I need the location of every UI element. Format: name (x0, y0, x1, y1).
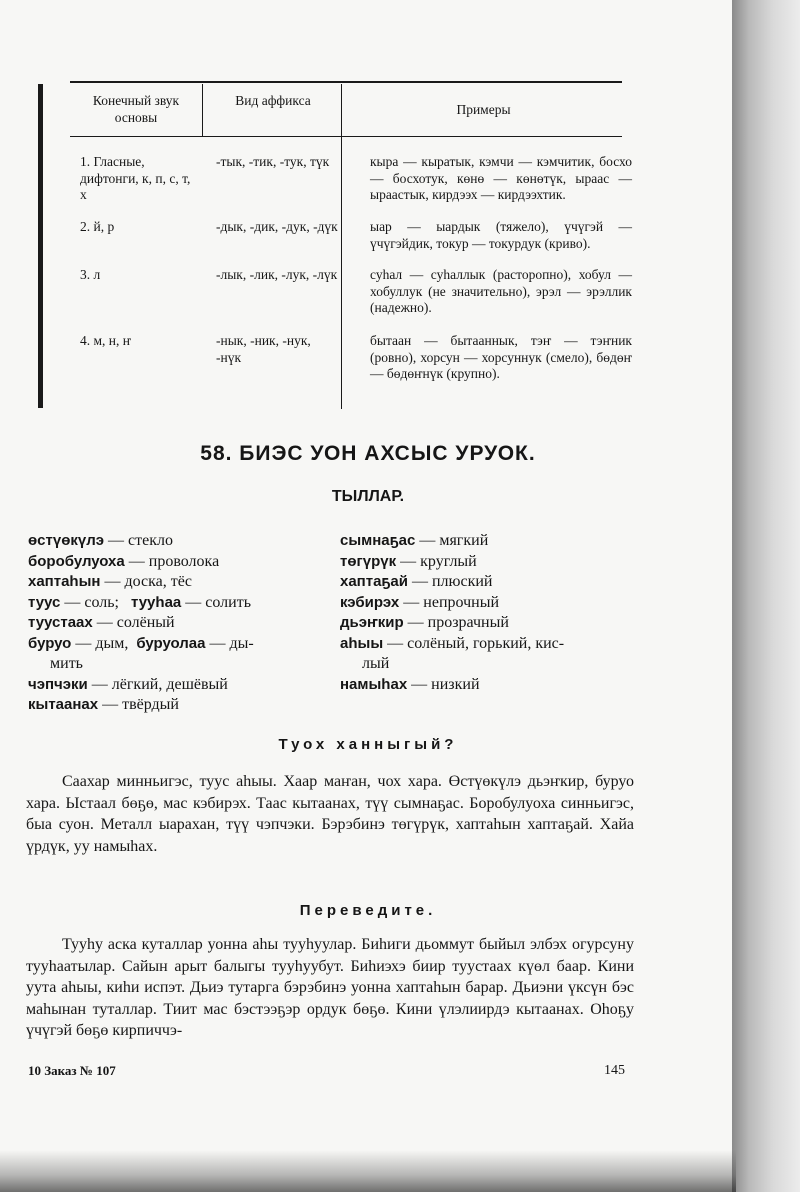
table-cell-affix: -тык, -тик, -тук, түк (216, 154, 330, 169)
table-divider (341, 84, 342, 136)
table-top-rule (70, 81, 622, 83)
vocab-entry: чэпчэки — лёгкий, дешёвый (28, 675, 228, 693)
table-cell-affix: -нык, -ник, -нук, -нүк (216, 333, 311, 365)
table-cell-sound: 2. й, р (80, 219, 115, 234)
table-left-bar (38, 84, 43, 408)
vocab-entry: хаптаҕай — плюский (340, 573, 493, 590)
lesson-title: 58. БИЭС УОН АХСЫС УРУОК. (200, 442, 536, 465)
vocab-entry: туустаах — солёный (28, 614, 175, 631)
vocab-entry: дьэҥкир — прозрачный (340, 614, 509, 631)
table-cell-examples: суһал — суһаллык (расторопно), хобул — хобуллук (не значительно), эрэл — эрэллик (надежно). (370, 267, 632, 315)
vocab-entry-continuation: лый (362, 655, 390, 672)
vocab-entry: кэбирэх — непрочный (340, 593, 500, 611)
table-cell-sound: 1. Гласные, дифтонги, к, п, с, т, х (80, 154, 191, 202)
table-cell-examples: бытаан — бытааннык, тэҥ — тэҥник (ровно), хорсун — хорсуннук (смело), бөдөҥ — бөдөҥнүк (крупно). (370, 333, 632, 381)
table-cell-affix: -дык, -дик, -дук, -дүк (216, 219, 338, 234)
vocab-list-left (28, 531, 328, 716)
vocab-entry: намыһах — низкий (340, 675, 480, 693)
table-cell-sound: 3. л (80, 267, 101, 282)
table-header-rule (70, 136, 622, 137)
vocab-entry: кытаанах — твёрдый (28, 696, 179, 713)
table-cell-examples: кыра — кыратык, кэмчи — кэмчитик, босхо — босхотук, көнө — көнөтүк, ыраас — ыраастык, кирдээх — кирдээхтик. (370, 154, 632, 202)
table-header-sound: Конечный звук основы (92, 93, 180, 125)
vocab-list-right (340, 531, 632, 695)
page-number: 145 (604, 1063, 625, 1078)
vocab-entry: буруо — дым, буруолаа — ды- (28, 634, 254, 652)
vocab-entry: аһыы — солёный, горький, кис- (340, 634, 565, 652)
vocab-title: ТЫЛЛАР. (331, 488, 405, 505)
table-divider (202, 84, 203, 136)
reading-text: Саахар минньигэс, туус аһыы. Хаар маҥан, чох хара. Өстүөкүлэ дьэҥкир, буруо хара. Ыстаал бөҕө, мас кэбирэх. Таас кытаанах, түү сымнаҕас. Боробулуоха синньигэс, быа суон. Металл ыарахан, түү чэпчэки. Бэрэбинэ төгүрүк, хаптаһын хаптаҕай. Хайа үрдүк, уу намыһах. (26, 773, 634, 855)
table-header-affix: Вид аффикса (235, 93, 311, 108)
translate-text: Тууһу аска куталлар уонна аһы тууһуулар. Биһиги дьоммут быйыл элбэх огурсуну тууһаатылар. Сайын арыт балыгы тууһуубут. Биһиэхэ биир туустаах күөл баар. Кини уута аһыы, киһи испэт. Дьиэ тутарга бэрэбинэ уонна хаптаһын барар. Дьиэни үксүн бэс маһынан туталлар. Тиит мас бэстээҕэр ордук бөҕө. Кини үлэлиирдэ кытаанах. Оһоҕу үчүгэй бөҕө кирпиччэ- (26, 936, 634, 1040)
table-divider (341, 137, 342, 409)
print-order-note: 10 Заказ № 107 (28, 1063, 116, 1078)
page-bottom-shadow (0, 1150, 736, 1192)
vocab-entry: өстүөкүлэ — стекло (28, 532, 173, 549)
table-cell-examples: ыар — ыардык (тяжело), үчүгэй — үчүгэйдик, токур — токурдук (криво). (370, 219, 632, 251)
vocab-entry: сымнаҕас — мягкий (340, 532, 489, 549)
table-cell-affix: -лык, -лик, -лук, -лүк (216, 267, 338, 282)
vocab-entry-continuation: мить (50, 655, 83, 672)
vocab-entry: туус — соль; тууһаа — солить (28, 593, 251, 611)
translate-title: Переведите. (299, 902, 437, 919)
vocab-entry: төгүрүк — круглый (340, 552, 477, 570)
table-cell-sound: 4. м, н, ҥ (80, 333, 132, 348)
vocab-entry: боробулуоха — проволока (28, 552, 220, 570)
table-header-examples: Примеры (456, 102, 511, 117)
question-title: Туох ханныгый? (278, 736, 458, 753)
vocab-entry: хаптаһын — доска, тёс (28, 573, 192, 590)
page-edge-shadow (732, 0, 800, 1192)
